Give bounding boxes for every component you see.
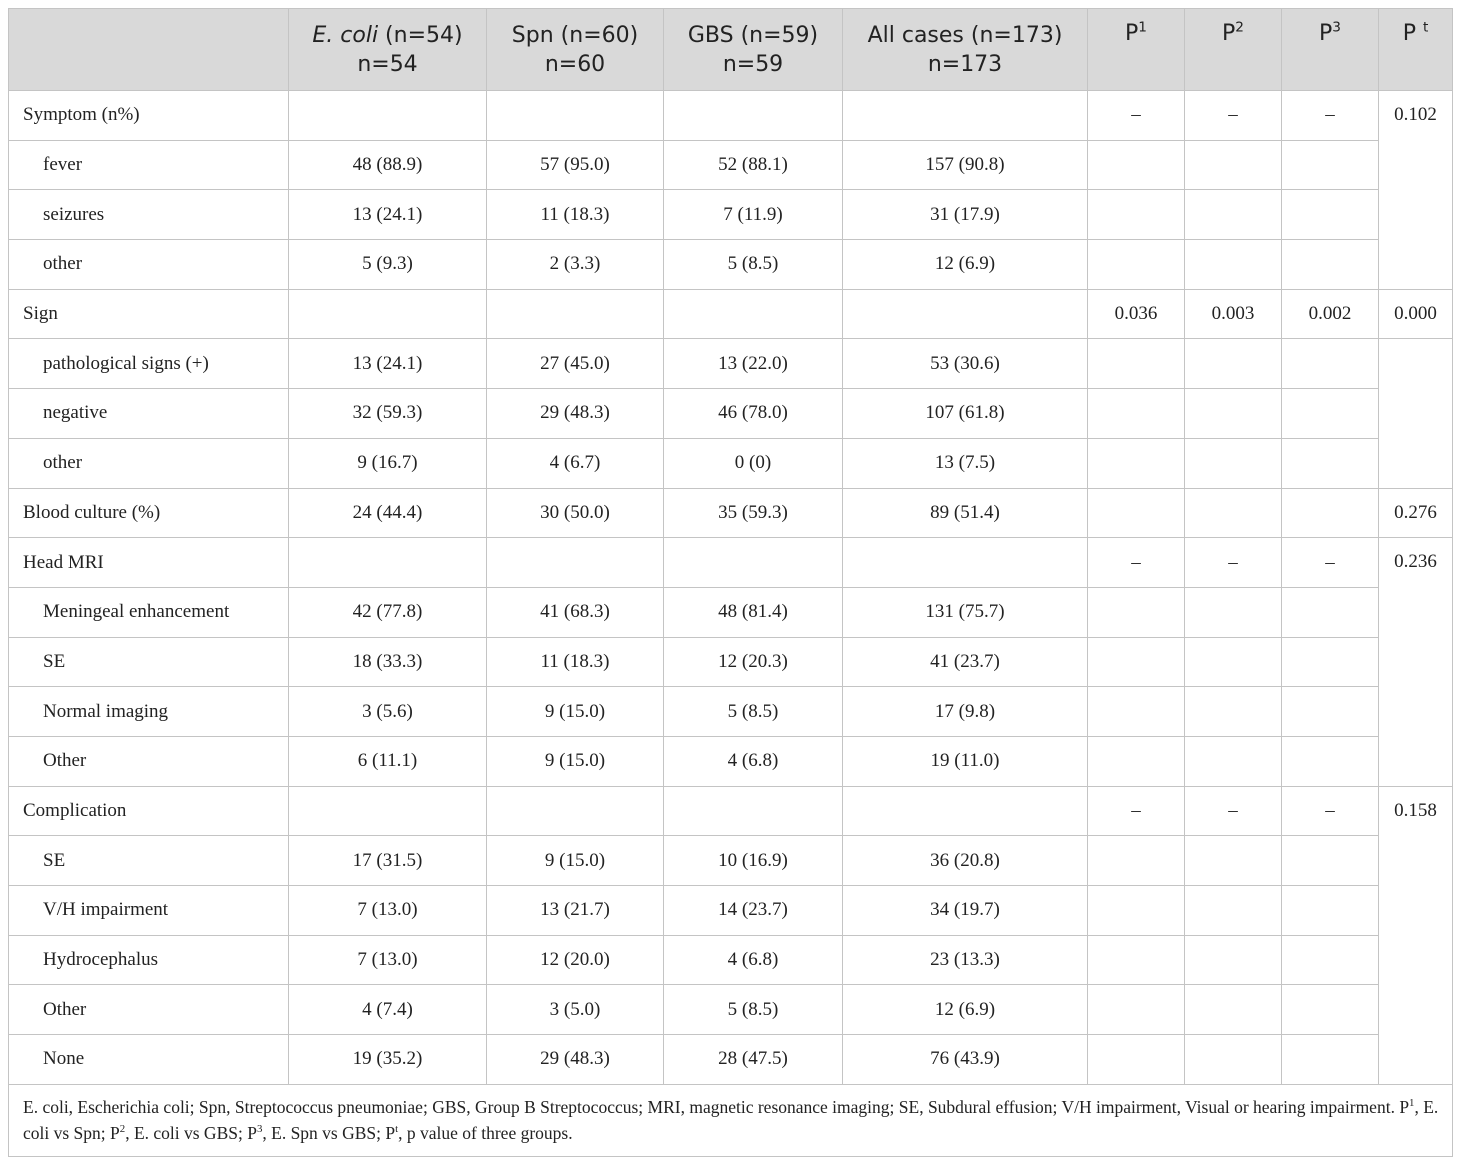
cell-all: 19 (11.0): [843, 736, 1088, 786]
cell-empty: [289, 289, 487, 339]
cell-empty: [1088, 736, 1185, 786]
cell-spn: 4 (6.7): [487, 438, 664, 488]
header-p3-sup: 3: [1332, 19, 1341, 36]
cell-empty: [1282, 1035, 1379, 1085]
row-label: other: [9, 240, 289, 290]
cell-empty: [289, 91, 487, 141]
cell-pt: 0.276: [1379, 488, 1453, 538]
cell-p3: 0.002: [1282, 289, 1379, 339]
cell-ecoli: 17 (31.5): [289, 836, 487, 886]
header-row: [9, 9, 1453, 91]
header-all-line1: All cases (n=173): [867, 22, 1063, 48]
cell-empty: [1282, 240, 1379, 290]
cell-p3: –: [1282, 91, 1379, 141]
table-row: [9, 538, 1453, 588]
cell-empty: [1185, 687, 1282, 737]
cell-p2: –: [1185, 91, 1282, 141]
cell-gbs: 10 (16.9): [664, 836, 843, 886]
header-p2-base: P: [1222, 21, 1236, 46]
cell-empty: [1185, 339, 1282, 389]
cell-gbs: 5 (8.5): [664, 687, 843, 737]
cell-empty: [1088, 587, 1185, 637]
row-label: V/H impairment: [9, 886, 289, 936]
header-pt: [1379, 9, 1453, 91]
cell-empty: [1282, 687, 1379, 737]
row-label: pathological signs (+): [9, 339, 289, 389]
cell-empty: [1088, 339, 1185, 389]
cell-spn: 30 (50.0): [487, 488, 664, 538]
cell-pt: 0.000: [1379, 289, 1453, 339]
cell-gbs: 7 (11.9): [664, 190, 843, 240]
cell-spn: 57 (95.0): [487, 140, 664, 190]
header-pt-base: P: [1402, 21, 1416, 46]
cell-spn: 29 (48.3): [487, 389, 664, 439]
cell-empty: [1088, 687, 1185, 737]
footnote-sup: 3: [256, 1122, 263, 1135]
footnote-sup: 2: [119, 1122, 126, 1135]
cell-ecoli: 3 (5.6): [289, 687, 487, 737]
cell-empty: [1088, 985, 1185, 1035]
footnote-sup: t: [395, 1122, 399, 1135]
cell-p1: 0.036: [1088, 289, 1185, 339]
cell-empty: [1185, 637, 1282, 687]
cell-p1: –: [1088, 538, 1185, 588]
header-spn-line1: Spn (n=60): [511, 22, 639, 48]
cell-gbs: 5 (8.5): [664, 240, 843, 290]
cell-gbs: 13 (22.0): [664, 339, 843, 389]
cell-pt: 0.236: [1379, 538, 1453, 786]
cell-empty: [1088, 1035, 1185, 1085]
header-p1-base: P: [1125, 21, 1139, 46]
row-label: seizures: [9, 190, 289, 240]
section-label-complication: Complication: [9, 786, 289, 836]
cell-spn: 3 (5.0): [487, 985, 664, 1035]
table-row: [9, 886, 1453, 936]
cell-spn: 11 (18.3): [487, 190, 664, 240]
table-row: [9, 140, 1453, 190]
cell-empty: [1185, 985, 1282, 1035]
cell-spn: 12 (20.0): [487, 935, 664, 985]
cell-empty: [1088, 140, 1185, 190]
table-row: [9, 1035, 1453, 1085]
header-ecoli: [289, 9, 487, 91]
footnote-text: , E. coli vs GBS; P: [125, 1122, 257, 1143]
cell-p2: –: [1185, 786, 1282, 836]
cell-p3: –: [1282, 538, 1379, 588]
row-label: None: [9, 1035, 289, 1085]
cell-gbs: 35 (59.3): [664, 488, 843, 538]
cell-empty: [1088, 637, 1185, 687]
cell-all: 12 (6.9): [843, 985, 1088, 1035]
table-row: [9, 289, 1453, 339]
cell-all: 17 (9.8): [843, 687, 1088, 737]
cell-gbs: 52 (88.1): [664, 140, 843, 190]
table-row: [9, 488, 1453, 538]
section-label-symptom: Symptom (n%): [9, 91, 289, 141]
results-table: [8, 8, 1453, 1157]
cell-empty: [289, 786, 487, 836]
cell-empty: [1282, 886, 1379, 936]
footnote-text: , E. coli vs Spn; P: [23, 1096, 1439, 1143]
cell-all: 157 (90.8): [843, 140, 1088, 190]
cell-empty: [664, 91, 843, 141]
cell-ecoli: 13 (24.1): [289, 339, 487, 389]
header-p3: [1282, 9, 1379, 91]
cell-empty: [1282, 985, 1379, 1035]
row-label: Meningeal enhancement: [9, 587, 289, 637]
cell-gbs: 28 (47.5): [664, 1035, 843, 1085]
table-row: [9, 438, 1453, 488]
cell-p1: –: [1088, 786, 1185, 836]
cell-empty: [1185, 935, 1282, 985]
table-row: [9, 786, 1453, 836]
cell-empty: [1282, 389, 1379, 439]
cell-ecoli: 13 (24.1): [289, 190, 487, 240]
header-row-label: [9, 9, 289, 91]
cell-empty: [1185, 389, 1282, 439]
cell-empty: [1088, 488, 1185, 538]
cell-ecoli: 7 (13.0): [289, 886, 487, 936]
cell-empty: [1282, 438, 1379, 488]
table-row: [9, 339, 1453, 389]
footnote-text: , E. Spn vs GBS; P: [262, 1122, 396, 1143]
row-label: negative: [9, 389, 289, 439]
cell-gbs: 4 (6.8): [664, 736, 843, 786]
cell-empty: [1185, 1035, 1282, 1085]
section-label-head-mri: Head MRI: [9, 538, 289, 588]
row-label: Other: [9, 736, 289, 786]
cell-empty: [1282, 637, 1379, 687]
cell-empty: [487, 538, 664, 588]
cell-empty: [1088, 935, 1185, 985]
cell-empty: [1282, 736, 1379, 786]
header-p2: [1185, 9, 1282, 91]
cell-spn: 9 (15.0): [487, 836, 664, 886]
cell-ecoli: 24 (44.4): [289, 488, 487, 538]
cell-empty: [1282, 935, 1379, 985]
table-row: [9, 91, 1453, 141]
cell-empty: [843, 289, 1088, 339]
table-row: [9, 935, 1453, 985]
cell-spn: 27 (45.0): [487, 339, 664, 389]
cell-empty: [1088, 836, 1185, 886]
header-spn-n: n=60: [544, 51, 606, 77]
cell-all: 131 (75.7): [843, 587, 1088, 637]
header-p1: [1088, 9, 1185, 91]
cell-spn: 29 (48.3): [487, 1035, 664, 1085]
row-label: Hydrocephalus: [9, 935, 289, 985]
cell-empty: [1185, 587, 1282, 637]
cell-empty: [1088, 389, 1185, 439]
cell-pt: 0.102: [1379, 91, 1453, 290]
cell-gbs: 4 (6.8): [664, 935, 843, 985]
cell-gbs: 48 (81.4): [664, 587, 843, 637]
cell-all: 31 (17.9): [843, 190, 1088, 240]
header-p3-base: P: [1319, 21, 1333, 46]
cell-all: 89 (51.4): [843, 488, 1088, 538]
cell-empty: [1282, 587, 1379, 637]
cell-ecoli: 18 (33.3): [289, 637, 487, 687]
cell-all: 107 (61.8): [843, 389, 1088, 439]
cell-ecoli: 42 (77.8): [289, 587, 487, 637]
cell-gbs: 5 (8.5): [664, 985, 843, 1035]
cell-empty: [487, 289, 664, 339]
cell-gbs: 14 (23.7): [664, 886, 843, 936]
cell-empty: [1185, 836, 1282, 886]
cell-ecoli: 6 (11.1): [289, 736, 487, 786]
cell-gbs: 12 (20.3): [664, 637, 843, 687]
cell-empty: [1088, 886, 1185, 936]
cell-empty: [843, 538, 1088, 588]
header-p1-sup: 1: [1138, 19, 1147, 36]
header-ecoli-name: E. coli: [312, 22, 379, 48]
cell-empty: [1282, 190, 1379, 240]
cell-empty: [1088, 240, 1185, 290]
row-label: SE: [9, 836, 289, 886]
cell-empty: [1185, 240, 1282, 290]
header-pt-sup: t: [1422, 19, 1429, 36]
cell-empty: [1282, 488, 1379, 538]
cell-empty: [487, 786, 664, 836]
cell-empty: [1185, 190, 1282, 240]
header-gbs-line1: GBS (n=59): [687, 22, 819, 48]
cell-empty: [487, 91, 664, 141]
cell-spn: 41 (68.3): [487, 587, 664, 637]
cell-p1: –: [1088, 91, 1185, 141]
cell-all: 36 (20.8): [843, 836, 1088, 886]
table-row: [9, 587, 1453, 637]
cell-ecoli: 32 (59.3): [289, 389, 487, 439]
cell-ecoli: 7 (13.0): [289, 935, 487, 985]
table-row: [9, 240, 1453, 290]
table-row: [9, 389, 1453, 439]
cell-ecoli: 19 (35.2): [289, 1035, 487, 1085]
cell-spn: 2 (3.3): [487, 240, 664, 290]
cell-empty: [1185, 886, 1282, 936]
cell-ecoli: 4 (7.4): [289, 985, 487, 1035]
table-footnote: [9, 1084, 1453, 1156]
cell-spn: 9 (15.0): [487, 736, 664, 786]
cell-ecoli: 48 (88.9): [289, 140, 487, 190]
cell-all: 13 (7.5): [843, 438, 1088, 488]
row-label: Normal imaging: [9, 687, 289, 737]
cell-ecoli: 5 (9.3): [289, 240, 487, 290]
cell-p2: 0.003: [1185, 289, 1282, 339]
header-spn: [487, 9, 664, 91]
header-ecoli-n: n=54: [357, 51, 418, 77]
row-label: other: [9, 438, 289, 488]
table-row: [9, 985, 1453, 1035]
footnote-text: , p value of three groups.: [398, 1122, 573, 1143]
cell-empty: [843, 91, 1088, 141]
cell-all: 12 (6.9): [843, 240, 1088, 290]
table-row: [9, 190, 1453, 240]
header-gbs: [664, 9, 843, 91]
cell-pt: 0.158: [1379, 786, 1453, 1084]
cell-empty: [1088, 190, 1185, 240]
cell-all: 23 (13.3): [843, 935, 1088, 985]
footnote-text: E. coli, Escherichia coli; Spn, Streptococcus pneumoniae; GBS, Group B Streptococcus; MRI, magnetic resonance imaging; SE, Subdural effusion; V/H impairment, Visual or hearing impairment. P: [23, 1096, 1410, 1117]
cell-p2: –: [1185, 538, 1282, 588]
cell-spn: 11 (18.3): [487, 637, 664, 687]
cell-empty: [664, 289, 843, 339]
cell-all: 76 (43.9): [843, 1035, 1088, 1085]
cell-empty: [1282, 140, 1379, 190]
cell-empty: [1185, 438, 1282, 488]
header-p2-sup: 2: [1235, 19, 1244, 36]
cell-empty: [1088, 438, 1185, 488]
section-label-blood-culture: Blood culture (%): [9, 488, 289, 538]
footnote-row: [9, 1084, 1453, 1156]
table-row: [9, 736, 1453, 786]
row-label: Other: [9, 985, 289, 1035]
cell-gbs: 46 (78.0): [664, 389, 843, 439]
row-label: SE: [9, 637, 289, 687]
cell-empty: [664, 786, 843, 836]
cell-empty: [289, 538, 487, 588]
row-label: fever: [9, 140, 289, 190]
section-label-sign: Sign: [9, 289, 289, 339]
cell-empty: [664, 538, 843, 588]
header-all-n: n=173: [927, 51, 1003, 77]
cell-spn: 9 (15.0): [487, 687, 664, 737]
header-ecoli-tail: (n=54): [378, 22, 463, 48]
table-row: [9, 687, 1453, 737]
cell-p3: –: [1282, 786, 1379, 836]
cell-spn: 13 (21.7): [487, 886, 664, 936]
cell-gbs: 0 (0): [664, 438, 843, 488]
cell-all: 34 (19.7): [843, 886, 1088, 936]
cell-ecoli: 9 (16.7): [289, 438, 487, 488]
cell-empty: [1282, 339, 1379, 389]
cell-all: 53 (30.6): [843, 339, 1088, 389]
cell-empty: [1185, 140, 1282, 190]
footnote-sup: 1: [1409, 1096, 1415, 1109]
table-container: [8, 8, 1452, 1157]
header-all-cases: [843, 9, 1088, 91]
table-row: [9, 637, 1453, 687]
cell-empty: [1185, 736, 1282, 786]
cell-empty: [1185, 488, 1282, 538]
cell-all: 41 (23.7): [843, 637, 1088, 687]
header-gbs-n: n=59: [722, 51, 784, 77]
table-row: [9, 836, 1453, 886]
cell-empty: [1282, 836, 1379, 886]
cell-empty: [843, 786, 1088, 836]
cell-empty: [1379, 339, 1453, 488]
